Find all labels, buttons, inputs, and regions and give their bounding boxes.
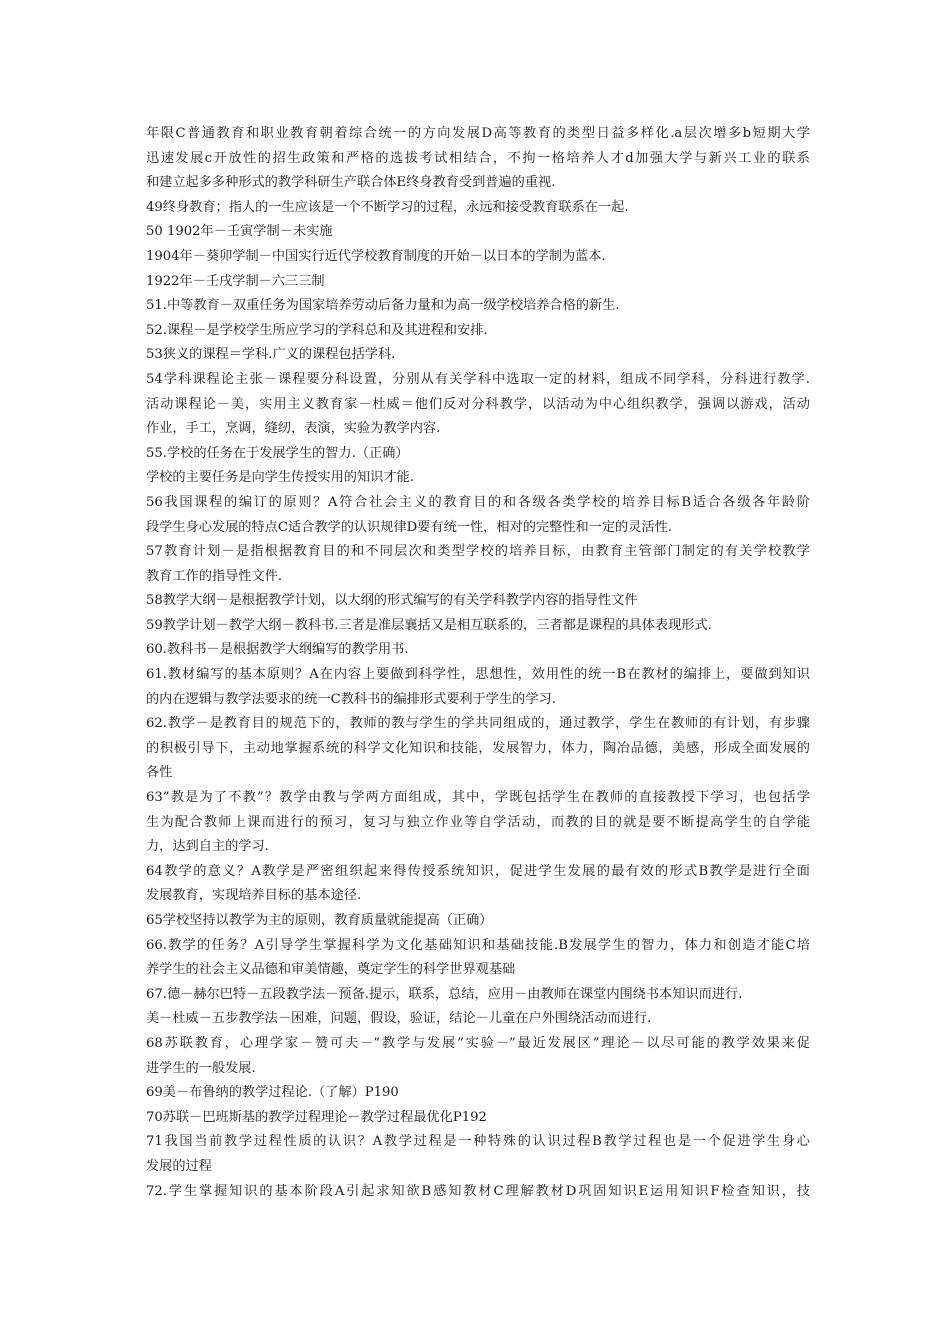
- text-line: 活动课程论－美，实用主义教育家－杜威＝他们反对分科教学，以活动为中心组织教学，强调以游戏，活动: [146, 396, 810, 412]
- text-line: 50 1902年－壬寅学制－未实施: [146, 224, 333, 240]
- text-line: 各性: [146, 765, 173, 781]
- text-line: 66.教学的任务？A引导学生掌握科学为文化基础知识和基础技能.B发展学生的智力，体力和创造才能C培: [146, 937, 810, 953]
- text-line: 美－杜威－五步教学法－困难，问题，假设，验证，结论－儿童在户外围绕活动而进行.: [146, 1011, 652, 1027]
- text-line: 70苏联－巴班斯基的教学过程理论－教学过程最优化P192: [146, 1109, 487, 1125]
- text-line: 67.德－赫尔巴特－五段教学法－预备.提示，联系，总结，应用－由教师在课堂内围绕书本知识而进行.: [146, 986, 743, 1002]
- text-line: 学校的主要任务是向学生传授实用的知识才能.: [146, 470, 414, 486]
- text-line: 57教育计划－是指根据教育目的和不同层次和类型学校的培养目标，由教育主管部门制定的有关学校教学: [146, 544, 810, 560]
- text-line: 60.教科书－是根据教学大纲编写的教学用书.: [146, 642, 409, 658]
- text-line: 62.教学－是教育目的规范下的，教师的教与学生的学共同组成的，通过教学，学生在教师的有计划，有步骤: [146, 716, 810, 732]
- text-line: 72.学生掌握知识的基本阶段A引起求知欲B感知教材C理解教材D巩固知识E运用知识F检查知识，技: [146, 1183, 810, 1199]
- text-line: 的内在逻辑与教学法要求的统一C教科书的编排形式要利于学生的学习.: [146, 691, 556, 707]
- text-line: 53狭义的课程＝学科.广义的课程包括学科.: [146, 347, 396, 363]
- text-line: 59教学计划－教学大纲－教科书.三者是准层襄括又是相互联系的，三者都是课程的具体表现形式.: [146, 617, 712, 633]
- text-line: 的积极引导下，主动地掌握系统的科学文化知识和技能，发展智力，体力，陶冶品德，美感，形成全面发展的: [146, 740, 810, 756]
- text-line: 力，达到自主的学习.: [146, 839, 269, 855]
- document-body: [146, 122, 810, 1204]
- text-line: 58教学大纲－是根据教学计划，以大纲的形式编写的有关学科教学内容的指导性文件: [146, 593, 638, 609]
- text-line: 69美－布鲁纳的教学过程论.（了解）P190: [146, 1085, 399, 1101]
- text-line: 发展的过程: [146, 1158, 212, 1174]
- text-line: 迅速发展c开放性的招生政策和严格的选拔考试相结合，不拘一格培养人才d加强大学与新兴工业的联系: [146, 150, 810, 166]
- text-line: 生为配合教师上课而进行的预习，复习与独立作业等自学活动，而教的目的就是要不断提高学生的自学能: [146, 814, 810, 830]
- text-line: 1904年－葵卯学制－中国实行近代学校教育制度的开始－以日本的学制为蓝本.: [146, 248, 606, 264]
- text-line: 56我国课程的编订的原则？A符合社会主义的教育目的和各级各类学校的培养目标B适合各级各年龄阶: [146, 494, 810, 510]
- text-line: 64教学的意义？A教学是严密组织起来得传授系统知识，促进学生发展的最有效的形式B教学是进行全面: [146, 863, 810, 879]
- text-line: 65学校坚持以教学为主的原则，教育质量就能提高（正确）: [146, 913, 493, 928]
- text-line: 和建立起多多种形式的教学科研生产联合体E终身教育受到普遍的重视.: [146, 175, 556, 191]
- text-line: 进学生的一般发展.: [146, 1060, 256, 1076]
- text-line: 55.学校的任务在于发展学生的智力.（正确）: [146, 445, 409, 461]
- text-line: 1922年－壬戌学制－六三三制: [146, 273, 325, 289]
- text-line: 教育工作的指导性文件.: [146, 568, 283, 584]
- text-line: 52.课程－是学校学生所应学习的学科总和及其进程和安排.: [146, 322, 488, 338]
- text-line: 63”教是为了不教”？教学由教与学两方面组成，其中，学既包括学生在教师的直接教授下学习，也包括学: [146, 790, 810, 806]
- text-line: 68苏联教育，心理学家－赞可夫－”教学与发展”实验－”最近发展区”理论－以尽可能的教学效果来促: [146, 1035, 810, 1051]
- text-line: 养学生的社会主义品德和审美情趣，奠定学生的科学世界观基础: [146, 962, 516, 978]
- text-line: 51.中等教育－双重任务为国家培养劳动后备力量和为高一级学校培养合格的新生.: [146, 298, 620, 314]
- text-line: 作业，手工，烹调，缝纫，表演，实验为教学内容.: [146, 421, 441, 437]
- text-line: 发展教育，实现培养目标的基本途径.: [146, 888, 362, 904]
- text-line: 71我国当前教学过程性质的认识？A教学过程是一种特殊的认识过程B教学过程也是一个促进学生身心: [146, 1134, 810, 1150]
- text-line: 54学科课程论主张－课程要分科设置，分别从有关学科中选取一定的材料，组成不同学科，分科进行教学.: [146, 371, 810, 387]
- text-line: 49终身教育；指人的一生应该是一个不断学习的过程，永远和接受教育联系在一起.: [146, 199, 629, 215]
- text-line: 段学生身心发展的特点C适合教学的认识规律D要有统一性，相对的完整性和一定的灵活性.: [146, 519, 672, 535]
- text-line: 61.教材编写的基本原则？A在内容上要做到科学性，思想性，效用性的统一B在教材的编排上，要做到知识: [146, 667, 810, 683]
- text-line: 年限C普通教育和职业教育朝着综合统一的方向发展D高等教育的类型日益多样化.a层次增多b短期大学: [146, 126, 810, 141]
